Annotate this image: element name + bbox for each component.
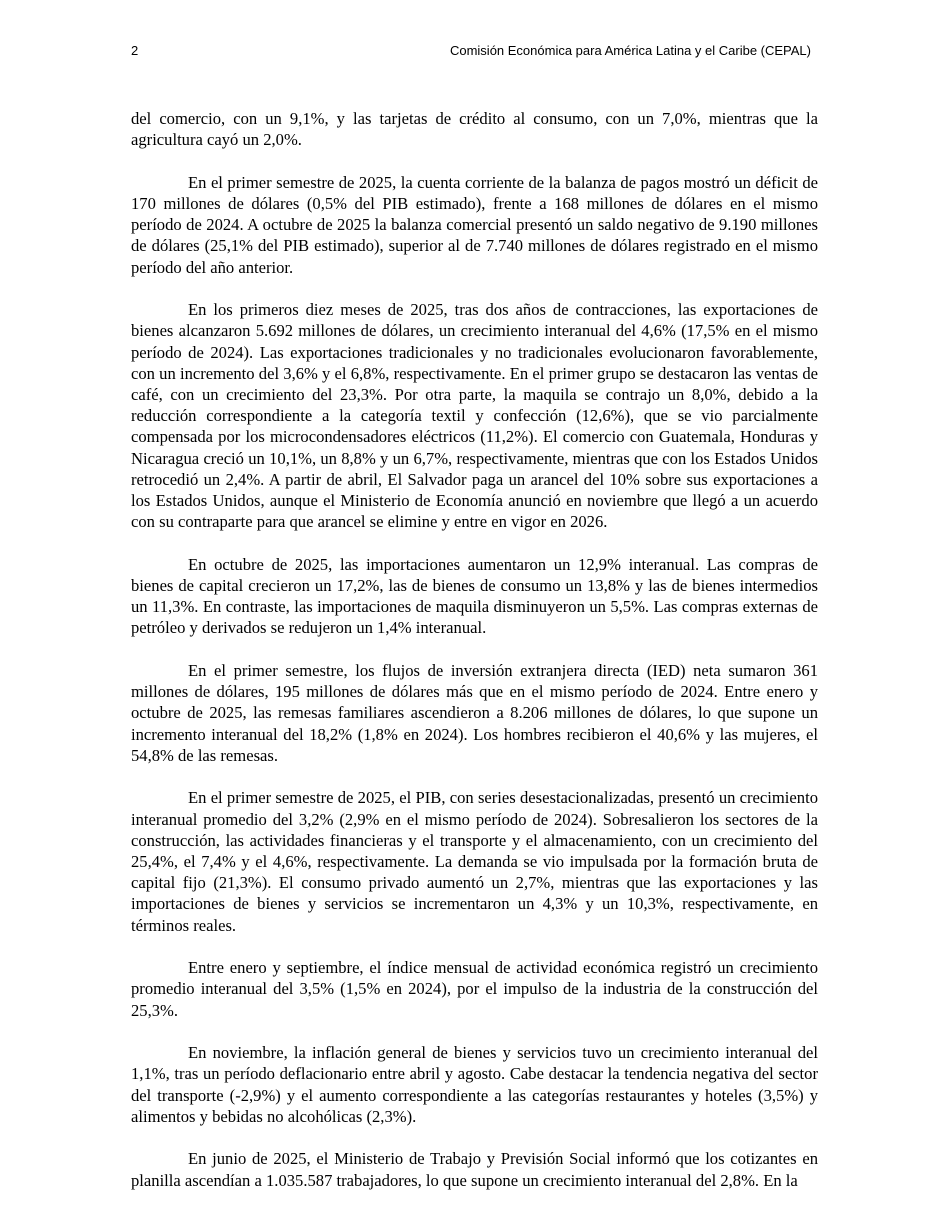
paragraph-activity-index: Entre enero y septiembre, el índice mensual de actividad económica registró un crecimiento promedio interanual del 3,5% (1,5% en 2024), por el impulso de la industria de la construcción del 25,3%. <box>131 958 818 1020</box>
paragraph-employment: En junio de 2025, el Ministerio de Trabajo y Previsión Social informó que los cotizantes en planilla ascendían a 1.035.587 trabajadores, lo que supone un crecimiento interanual del 2,8%. En la <box>131 1149 818 1190</box>
page-number: 2 <box>131 43 139 58</box>
paragraph-imports: En octubre de 2025, las importaciones aumentaron un 12,9% interanual. Las compras de bienes de capital crecieron un 17,2%, las de bienes de consumo un 13,8% y las de bienes intermedios un 11,3%. En contraste, las importaciones de maquila disminuyeron un 5,5%. Las compras externas de petróleo y derivados se redujeron un 1,4% interanual. <box>131 554 818 638</box>
paragraph-inflation: En noviembre, la inflación general de bienes y servicios tuvo un crecimiento interanual del 1,1%, tras un período deflacionario entre abril y agosto. Cabe destacar la tendencia negativa del sector del transporte (-2,9%) y el aumento correspondiente a las categorías restaurantes y hoteles (3,5%) y alimentos y bebidas no alcohólicas (2,3%). <box>131 1043 818 1126</box>
paragraph-gdp: En el primer semestre de 2025, el PIB, con series desestacionalizadas, presentó un crecimiento interanual promedio del 3,2% (2,9% en el mismo período de 2024). Sobresalieron los sectores de la construcción, las actividades financieras y el transporte y el almacenamiento, con un crecimiento del 25,4%, el 7,4% y el 4,6%, respectivamente. La demanda se vio impulsada por la formación bruta de capital fijo (21,3%). El consumo privado aumentó un 2,7%, mientras que las exportaciones y las importaciones de bienes y servicios se incrementaron un 4,3% y un 10,3%, respectivamente, en términos reales. <box>131 788 818 935</box>
running-head: Comisión Económica para América Latina y el Caribe (CEPAL) <box>449 43 811 58</box>
paragraph-fdi-remittances: En el primer semestre, los flujos de inversión extranjera directa (IED) neta sumaron 361 millones de dólares, 195 millones de dólares más que en el mismo período de 2024. Entre enero y octubre de 2025, las remesas familiares ascendieron a 8.206 millones de dólares, lo que supone un incremento interanual del 18,2% (1,8% en 2024). Los hombres recibieron el 40,6% y las mujeres, el 54,8% de las remesas. <box>131 661 818 765</box>
paragraph-exports: En los primeros diez meses de 2025, tras dos años de contracciones, las exportaciones de bienes alcanzaron 5.692 millones de dólares, un crecimiento interanual del 4,6% (17,5% en el mismo período de 2024). Las exportaciones tradicionales y no tradicionales evolucionaron favorablemente, con un incremento del 3,6% y el 6,8%, respectivamente. En el primer grupo se destacaron las ventas de café, con un crecimiento del 23,3%. Por otra parte, la maquila se contrajo un 8,0%, debido a la reducción correspondiente a la categoría textil y confección (12,6%), que se vio parcialmente compensada por los microcondensadores eléctricos (11,2%). El comercio con Guatemala, Honduras y Nicaragua creció un 10,1%, un 8,8% y un 6,7%, respectivamente, mientras que con los Estados Unidos retrocedió un 2,4%. A partir de abril, El Salvador paga un arancel del 10% sobre sus exportaciones a los Estados Unidos, aunque el Ministerio de Economía anunció en noviembre que llegó a un acuerdo con su contraparte para que arancel se elimine y entre en vigor en 2026. <box>131 300 818 532</box>
paragraph-continuation: del comercio, con un 9,1%, y las tarjetas de crédito al consumo, con un 7,0%, mientras que la agricultura cayó un 2,0%. <box>131 109 818 150</box>
body-text <box>131 108 818 1212</box>
paragraph-current-account: En el primer semestre de 2025, la cuenta corriente de la balanza de pagos mostró un déficit de 170 millones de dólares (0,5% del PIB estimado), frente a 168 millones de dólares en el mismo período de 2024. A octubre de 2025 la balanza comercial presentó un saldo negativo de 9.190 millones de dólares (25,1% del PIB estimado), superior al de 7.740 millones de dólares registrado en el mismo período del año anterior. <box>131 172 818 277</box>
